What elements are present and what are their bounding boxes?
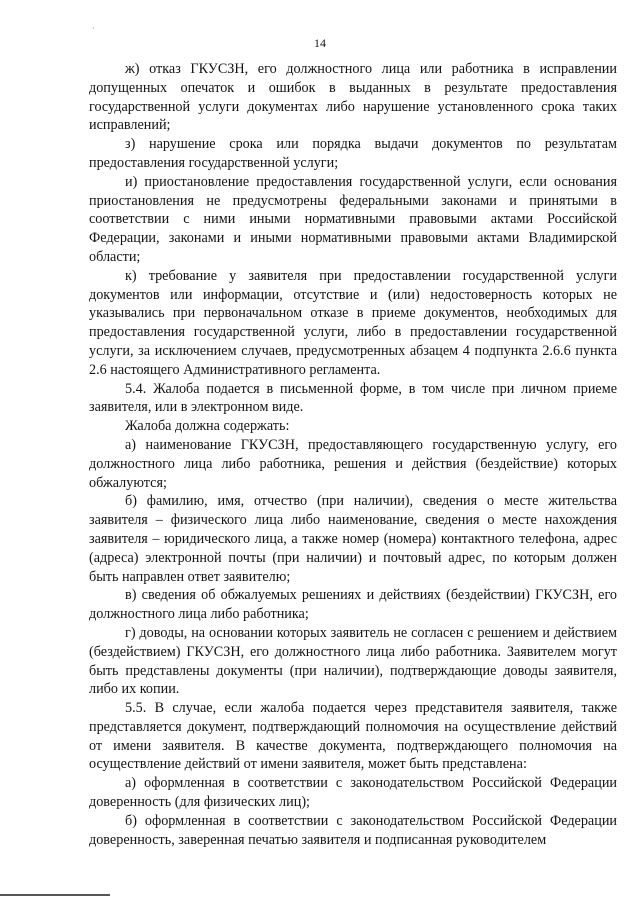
paragraph-zh: ж) отказ ГКУСЗН, его должностного лица или работника в исправлении допущенных опечаток и ошибок в выданных в результате предоставления государственной услуги документах либо нарушение установленного срока таких исправлений; — [89, 61, 617, 134]
paragraph-v: в) сведения об обжалуемых решениях и действиях (бездействии) ГКУСЗН, его должностного лица либо работника; — [89, 587, 617, 623]
paragraph-g: г) доводы, на основании которых заявитель не согласен с решением и действием (бездействием) ГКУСЗН, его должностного лица либо работника. Заявителем могут быть представлены документы (при наличии), подтверждающие доводы заявителя, либо их копии. — [89, 624, 617, 698]
paragraph-b: б) фамилию, имя, отчество (при наличии), сведения о месте жительства заявителя – физического лица либо наименование, сведения о месте нахождения заявителя – юридического лица, а также номер (номера) контактного телефона, адрес (адреса) электронной почты (при наличии) и почтовый адрес, по которым должен быть направлен ответ заявителю; — [89, 493, 617, 585]
page-number: 14 — [314, 36, 326, 50]
footer-rule — [0, 894, 110, 896]
paragraph-5-5: 5.5. В случае, если жалоба подается через представителя заявителя, также представляется документ, подтверждающий полномочия на осуществление действий от имени заявителя. В качестве документа, подтверждающего полномочия на осуществление действий от имени заявителя, может быть представлена: — [89, 700, 617, 773]
paragraph-5-4: 5.4. Жалоба подается в письменной форме, в том числе при личном приеме заявителя, или в электронном виде. — [89, 380, 617, 416]
document-body — [89, 60, 617, 849]
paragraph-a: а) наименование ГКУСЗН, предоставляющего государственную услугу, его должностного лица либо работника, решения и действия (бездействие) которых обжалуются; — [89, 436, 617, 491]
paragraph-complaint-contents: Жалоба должна содержать: — [125, 418, 290, 435]
scan-mark: · — [92, 24, 95, 33]
paragraph-k: к) требование у заявителя при предоставлении государственной услуги документов или информации, отсутствие и (или) недостоверность которых не указывались при первоначальном отказе в приеме документов, необходимых для предоставления государственной услуги, либо в предоставлении государственной услуги, за исключением случаев, предусмотренных абзацем 4 подпункта 2.6.6 пункта 2.6 настоящего Административного регламента. — [89, 267, 617, 378]
paragraph-5-5-b: б) оформленная в соответствии с законодательством Российской Федерации доверенность, заверенная печатью заявителя и подписанная руководителем — [89, 812, 617, 848]
paragraph-5-5-a: а) оформленная в соответствии с законодательством Российской Федерации доверенность (для физических лиц); — [89, 775, 617, 811]
paragraph-z: з) нарушение срока или порядка выдачи документов по результатам предоставления государственной услуги; — [89, 136, 617, 171]
paragraph-i: и) приостановление предоставления государственной услуги, если основания приостановления не предусмотрены федеральными законами и принятыми в соответствии с ними иными нормативными правовыми актами Российской Федерации, законами и иными нормативными правовыми актами Владимирской области; — [89, 173, 617, 265]
